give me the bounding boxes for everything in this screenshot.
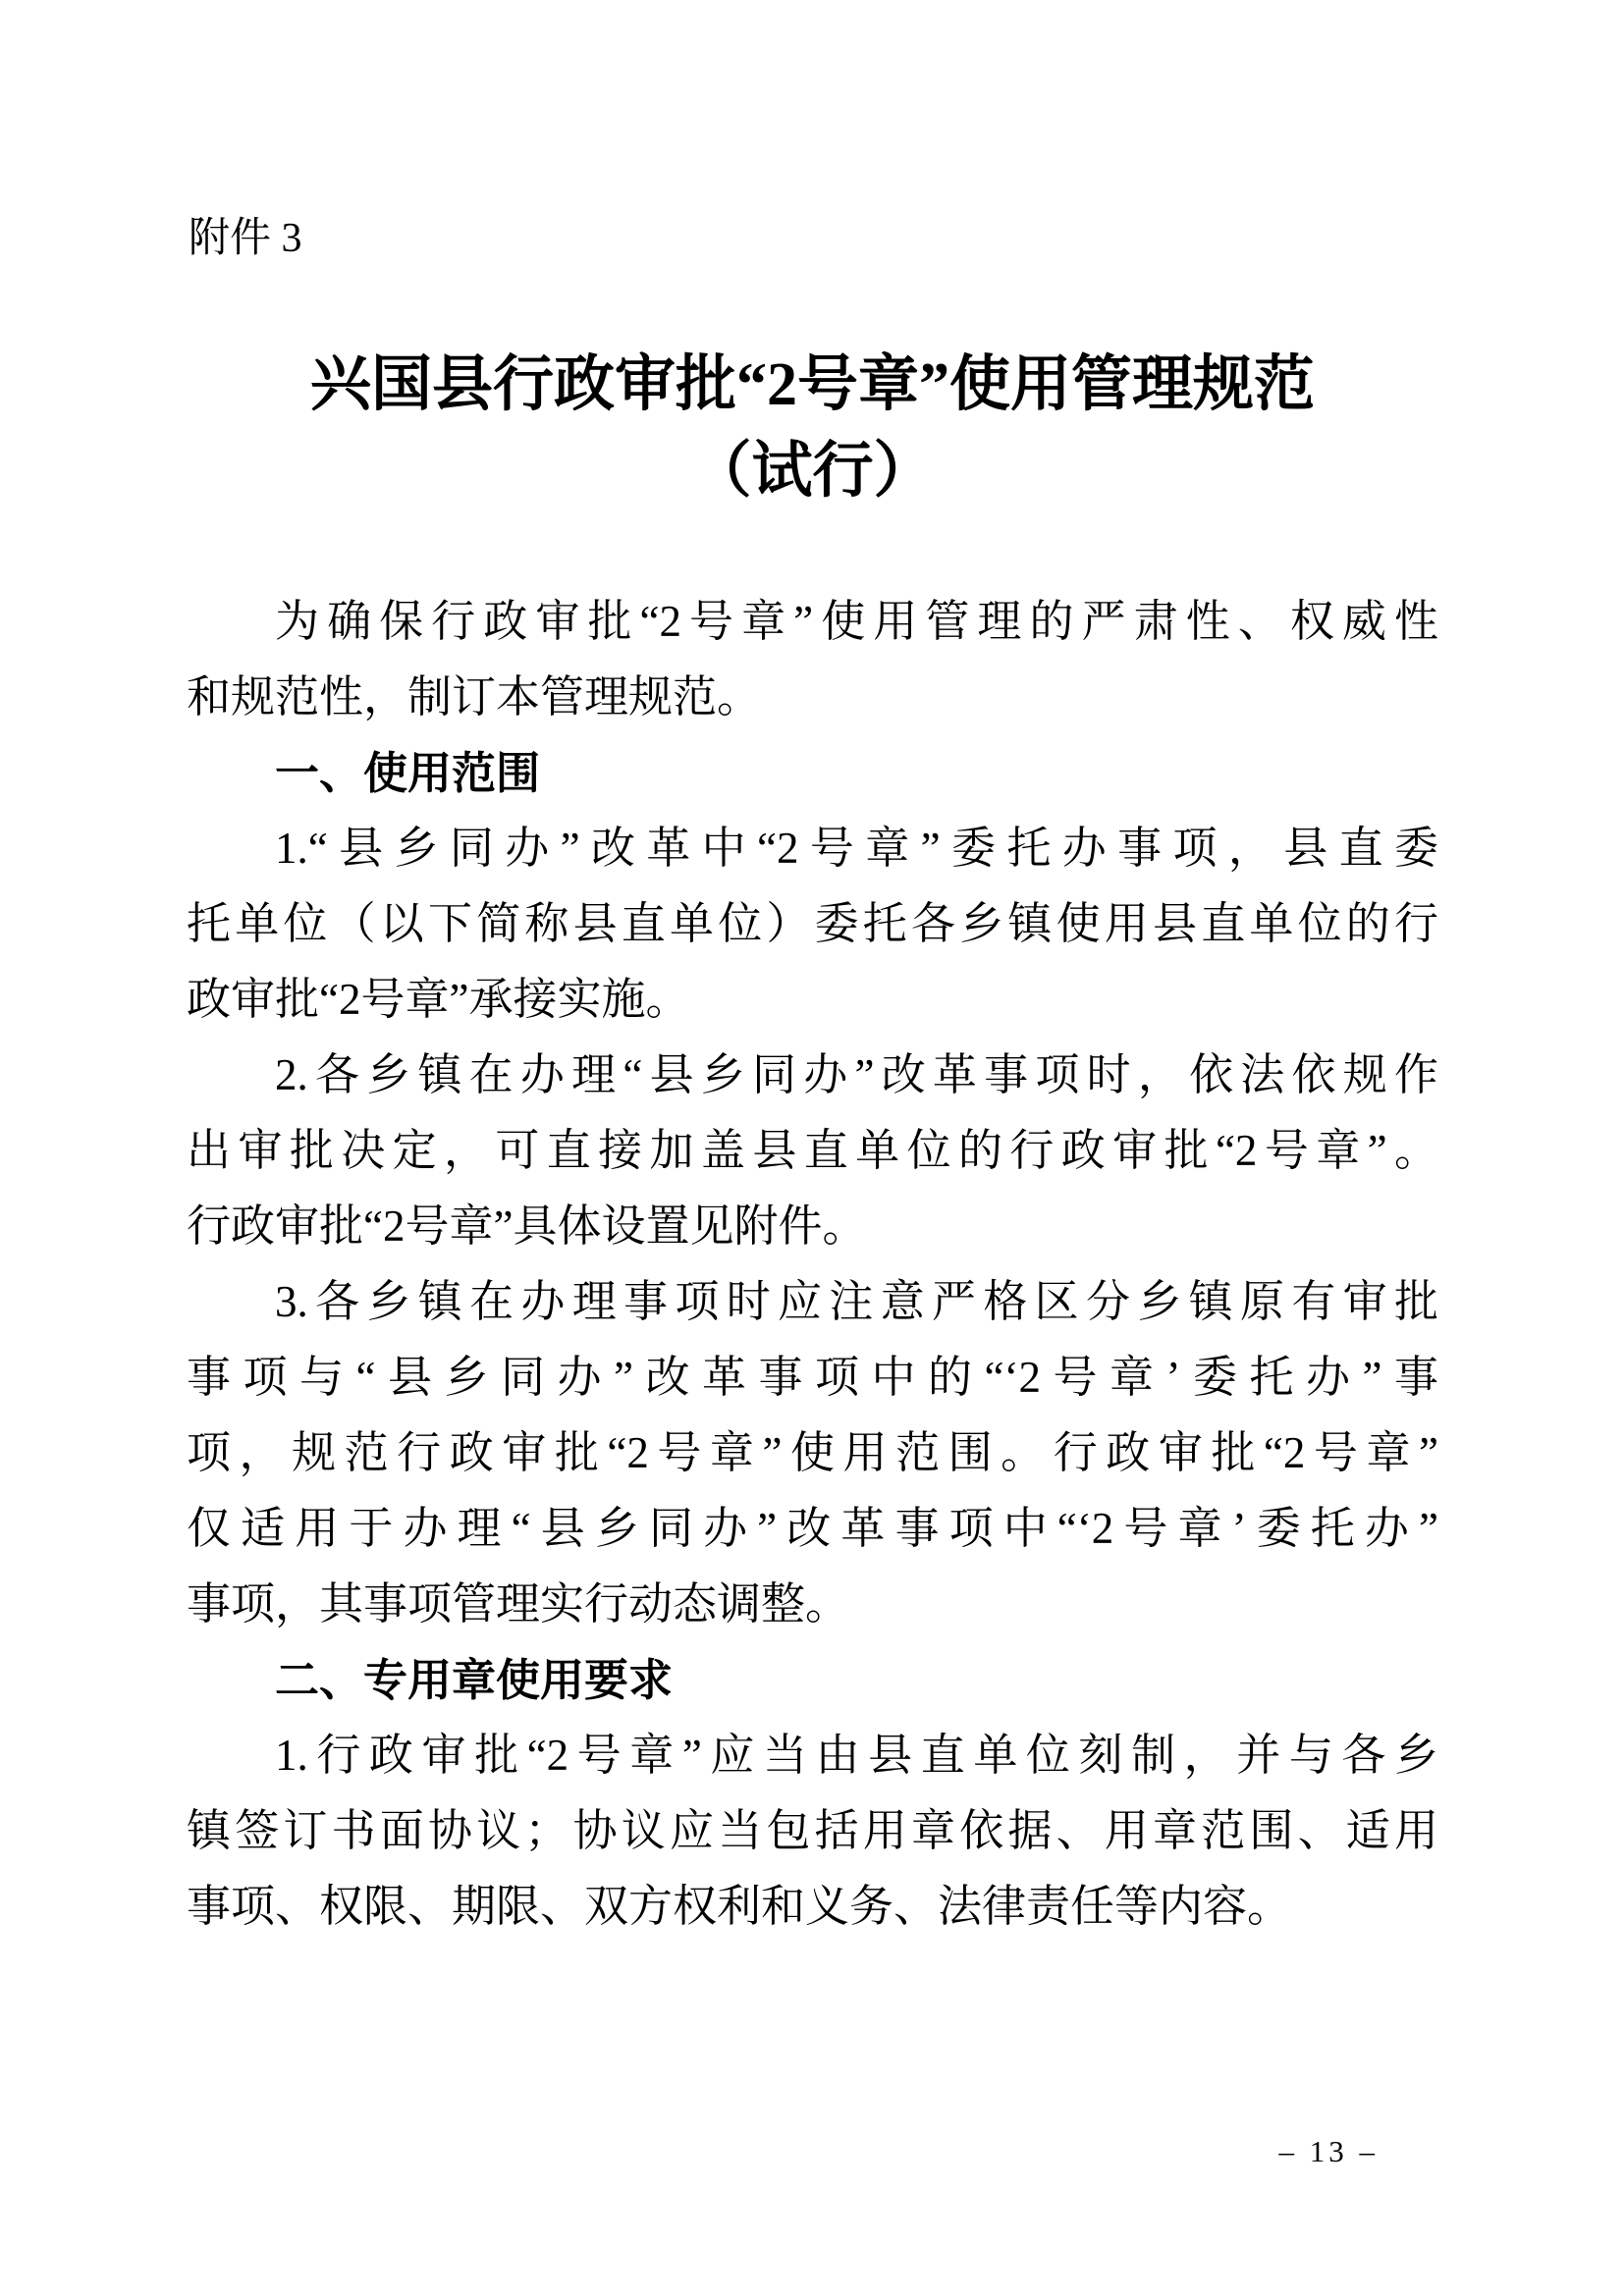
document-title (187, 342, 1438, 514)
body-line: 仅适用于办理“县乡同办”改革事项中“‘2号章’委托办” (187, 1504, 1438, 1553)
body-line: 托单位（以下简称县直单位）委托各乡镇使用县直单位的行 (187, 899, 1438, 948)
document-body (187, 584, 1438, 1945)
section-heading: 一、使用范围 (275, 748, 541, 798)
body-line: 1.“县乡同办”改革中“2号章”委托办事项，县直委 (275, 824, 1438, 873)
page-number: – 13 – (1278, 2134, 1379, 2168)
body-line: 事项、权限、期限、双方权利和义务、法律责任等内容。 (187, 1882, 1292, 1931)
document-title-line1: 兴国县行政审批“2号章”使用管理规范 (309, 351, 1315, 418)
section-heading: 二、专用章使用要求 (275, 1655, 674, 1705)
body-line: 镇签订书面协议；协议应当包括用章依据、用章范围、适用 (187, 1806, 1438, 1855)
body-line: 和规范性，制订本管理规范。 (187, 672, 762, 721)
document-title-line2: （试行） (690, 438, 935, 505)
body-line: 2.各乡镇在办理“县乡同办”改革事项时，依法依规作 (275, 1050, 1438, 1099)
body-line: 为确保行政审批“2号章”使用管理的严肃性、权威性 (275, 597, 1438, 646)
body-line: 事项与“县乡同办”改革事项中的“‘2号章’委托办”事 (187, 1353, 1438, 1402)
body-line: 行政审批“2号章”具体设置见附件。 (187, 1201, 867, 1251)
body-line: 项，规范行政审批“2号章”使用范围。行政审批“2号章” (187, 1428, 1438, 1477)
body-line: 出审批决定，可直接加盖县直单位的行政审批“2号章”。 (187, 1126, 1438, 1175)
body-line: 政审批“2号章”承接实施。 (187, 975, 690, 1024)
body-line: 1.行政审批“2号章”应当由县直单位刻制，并与各乡 (275, 1731, 1438, 1780)
body-line: 3.各乡镇在办理事项时应注意严格区分乡镇原有审批 (275, 1277, 1438, 1326)
body-line: 事项，其事项管理实行动态调整。 (187, 1579, 850, 1629)
attachment-label: 附件 3 (189, 216, 302, 261)
